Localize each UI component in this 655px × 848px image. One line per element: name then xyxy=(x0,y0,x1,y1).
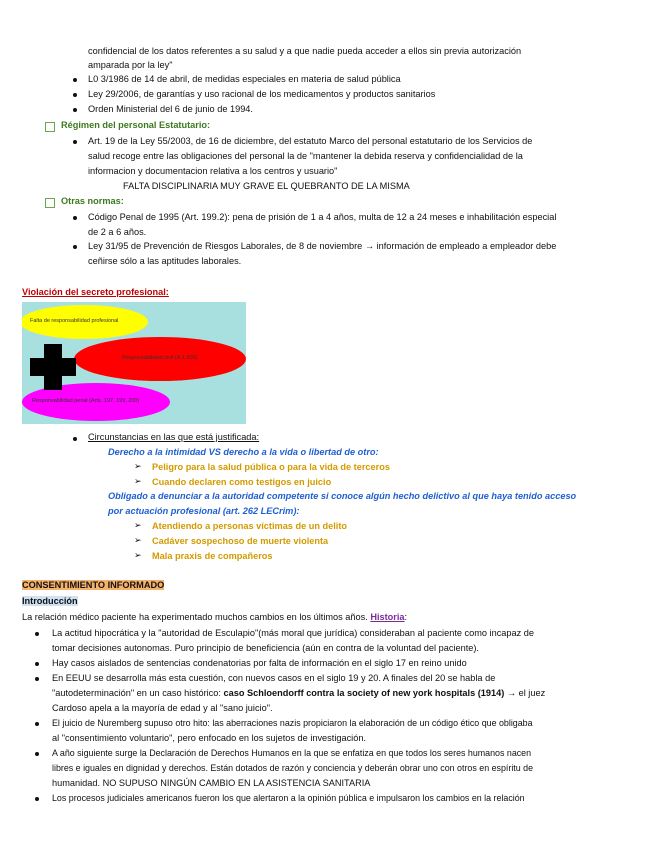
introduccion-heading: Introducción xyxy=(22,596,78,606)
penal-line-2: de 2 a 6 años. xyxy=(88,227,147,237)
b5-line-2: libres e iguales en dignidad y derechos. Están dotados de razón y conciencia y deberán obrar uno con otros en espíritu de xyxy=(52,763,534,773)
lopd-cont-line-1: confidencial de los datos referentes a su salud y a que nadie pueda acceder a ellos sin previa autorización xyxy=(88,46,522,56)
historia-link[interactable]: Historia xyxy=(370,612,405,622)
consentimiento-title: CONSENTIMIENTO INFORMADO xyxy=(22,580,165,590)
b1-line-1: La actitud hipocrática y la "autoridad de Esculapio"(más moral que jurídica) consideraban al paciente como incapaz de xyxy=(52,628,534,638)
bullet xyxy=(73,245,77,249)
lopd-cont-line-2: amparada por la ley" xyxy=(88,60,173,70)
magenta-label: Responsabilidad penal (Arts. 197, 199, 200) xyxy=(32,398,140,404)
bullet xyxy=(35,722,39,726)
bullet xyxy=(73,437,77,441)
checkbox-icon xyxy=(45,122,55,132)
intro-lead-line xyxy=(22,612,407,622)
arrow-icon: ➢ xyxy=(134,520,142,530)
b3-line-2 xyxy=(52,688,545,698)
bullet xyxy=(73,78,77,82)
checkbox-icon xyxy=(45,198,55,208)
laboral-line-2: ceñirse sólo a las aptitudes laborales. xyxy=(88,256,242,266)
red-label: Responsabilidad civil (A.1.902) xyxy=(122,355,198,361)
circunstancias-label: Circunstancias en las que está justificada: xyxy=(88,432,260,442)
b6-line-1: Los procesos judiciales americanos fueron los que alertaron a la opinión pública e impulsaron los cambios en la relación xyxy=(52,793,525,803)
bullet xyxy=(73,140,77,144)
bullet xyxy=(73,108,77,112)
estatutario-line-3: informacion y documentacion relativa a los centros y usuario" xyxy=(88,166,338,176)
derecho-line: Derecho a la intimidad VS derecho a la vida o libertad de otro: xyxy=(108,447,379,457)
b3-line-3: Cardoso apela a la mayoría de edad y al "sano juicio". xyxy=(52,703,273,713)
obligado-item: Atendiendo a personas víctimas de un delito xyxy=(152,521,348,531)
schloendorff-case: caso Schloendorff contra la society of new york hospitals (1914) xyxy=(223,688,505,698)
otras-heading: Otras normas: xyxy=(61,196,124,206)
b2-line: Hay casos aislados de sentencias condenatorias por falta de información en el siglo 17 en reino unido xyxy=(52,658,467,668)
arrow-icon: ➢ xyxy=(134,461,142,471)
b3-part-c: → el juez xyxy=(504,688,546,698)
arrow-icon: ➢ xyxy=(134,550,142,560)
b3-line-1: En EEUU se desarrolla más esta cuestión, con nuevos casos en el siglo 19 y 20. A finales del 20 se habla de xyxy=(52,673,496,683)
obligado-line-2: por actuación profesional (art. 262 LECrim): xyxy=(108,506,300,516)
b1-line-2: tomar decisiones autonomas. Puro principio de beneficiencia (aún en contra de la voluntad del paciente). xyxy=(52,643,479,653)
colon: : xyxy=(404,612,408,622)
black-cross-shape xyxy=(30,344,76,390)
intro-lead: La relación médico paciente ha experimentado muchos cambios en los últimos años. xyxy=(22,612,368,622)
arrow-icon: ➢ xyxy=(134,535,142,545)
estatutario-line-2: salud recoge entre las obligaciones del personal la de "mantener la debida reserva y confidencialidad de la xyxy=(88,151,523,161)
bullet xyxy=(35,632,39,636)
b5-line-1: A año siguiente surge la Declaración de Derechos Humanos en la que se enfatiza en que todos los seres humanos nacen xyxy=(52,748,532,758)
bullet xyxy=(35,662,39,666)
b3-part-a: "autodeterminación" en un caso histórico: xyxy=(52,688,224,698)
bullet xyxy=(35,677,39,681)
violacion-title: Violación del secreto profesional: xyxy=(22,287,169,297)
obligado-item: Cadáver sospechoso de muerte violenta xyxy=(152,536,329,546)
law-item: L0 3/1986 de 14 de abril, de medidas especiales en materia de salud pública xyxy=(88,74,401,84)
b4-line-2: al "consentimiento voluntario", pero enfocado en los sujetos de investigación. xyxy=(52,733,366,743)
responsibility-diagram xyxy=(22,302,246,424)
laboral-line-1: Ley 31/95 de Prevención de Riesgos Laborales, de 8 de noviembre → información de empleado a empleador debe xyxy=(88,241,557,251)
bullet xyxy=(35,797,39,801)
falta-disciplinaria: FALTA DISCIPLINARIA MUY GRAVE EL QUEBRANTO DE LA MISMA xyxy=(123,181,410,191)
obligado-item: Mala praxis de compañeros xyxy=(152,551,273,561)
derecho-item: Peligro para la salud pública o para la vida de terceros xyxy=(152,462,390,472)
bullet xyxy=(73,216,77,220)
b5-line-3: humanidad. NO SUPUSO NINGÚN CAMBIO EN LA ASISTENCIA SANITARIA xyxy=(52,778,371,788)
estatutario-heading: Régimen del personal Estatutario: xyxy=(61,120,211,130)
arrow-icon: ➢ xyxy=(134,476,142,486)
penal-line-1: Código Penal de 1995 (Art. 199.2): pena de prisión de 1 a 4 años, multa de 12 a 24 meses e inhabilitación especial xyxy=(88,212,557,222)
law-item: Ley 29/2006, de garantías y uso racional de los medicamentos y productos sanitarios xyxy=(88,89,436,99)
bullet xyxy=(35,752,39,756)
estatutario-line-1: Art. 19 de la Ley 55/2003, de 16 de diciembre, del estatuto Marco del personal estatutario de los Servicios de xyxy=(88,136,533,146)
b4-line-1: El juicio de Nuremberg supuso otro hito: las aberraciones nazis propiciaron la elaboración de un código ético que obligaba xyxy=(52,718,533,728)
bullet xyxy=(73,93,77,97)
obligado-line-1: Obligado a denunciar a la autoridad competente si conoce algún hecho delictivo al que haya tenido acceso xyxy=(108,491,577,501)
law-item: Orden Ministerial del 6 de junio de 1994. xyxy=(88,104,253,114)
yellow-label: Falta de responsabilidad profesional xyxy=(30,318,119,324)
derecho-item: Cuando declaren como testigos en juicio xyxy=(152,477,332,487)
